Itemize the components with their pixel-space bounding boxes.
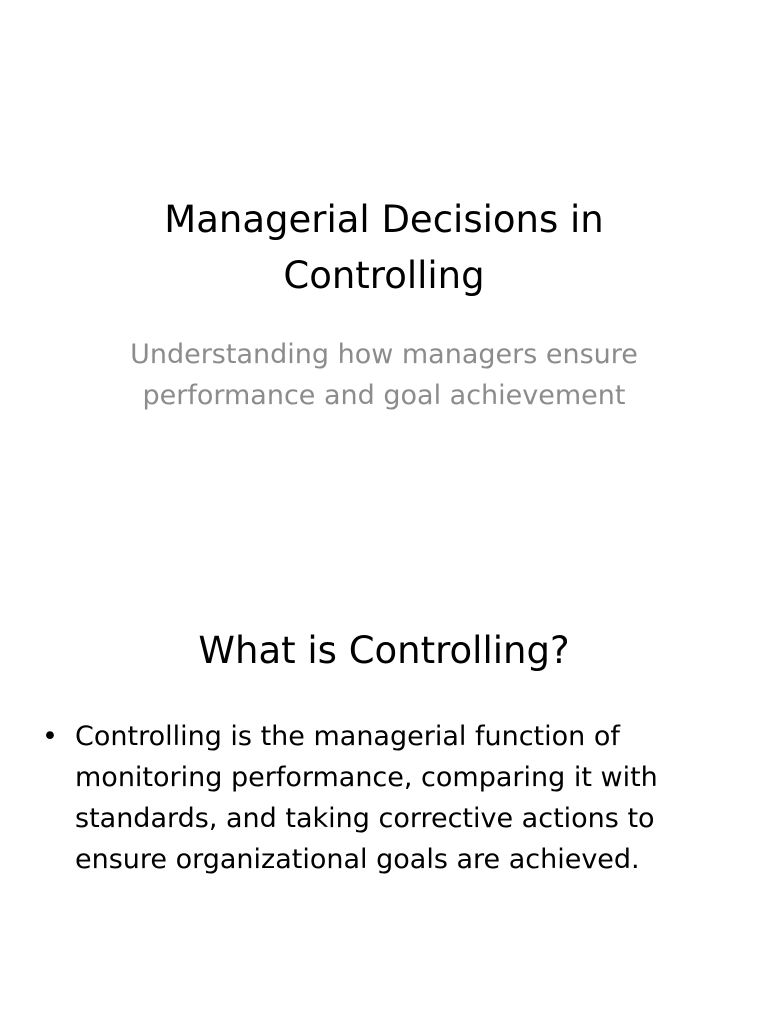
slide-subtitle: Understanding how managers ensure performance and goal achievement: [130, 339, 638, 411]
bullet-icon: •: [42, 721, 58, 752]
slide-title: Managerial Decisions in Controlling: [164, 198, 604, 297]
bullet-text: Controlling is the managerial function of monitoring performance, comparing it with standards, and taking corrective actions to ensure organizational goals are achieved.: [75, 721, 658, 875]
slide-heading: What is Controlling?: [198, 629, 570, 672]
content-slide: [0, 576, 768, 1024]
bullet-item: [38, 716, 698, 880]
bullet-list: [38, 716, 698, 880]
